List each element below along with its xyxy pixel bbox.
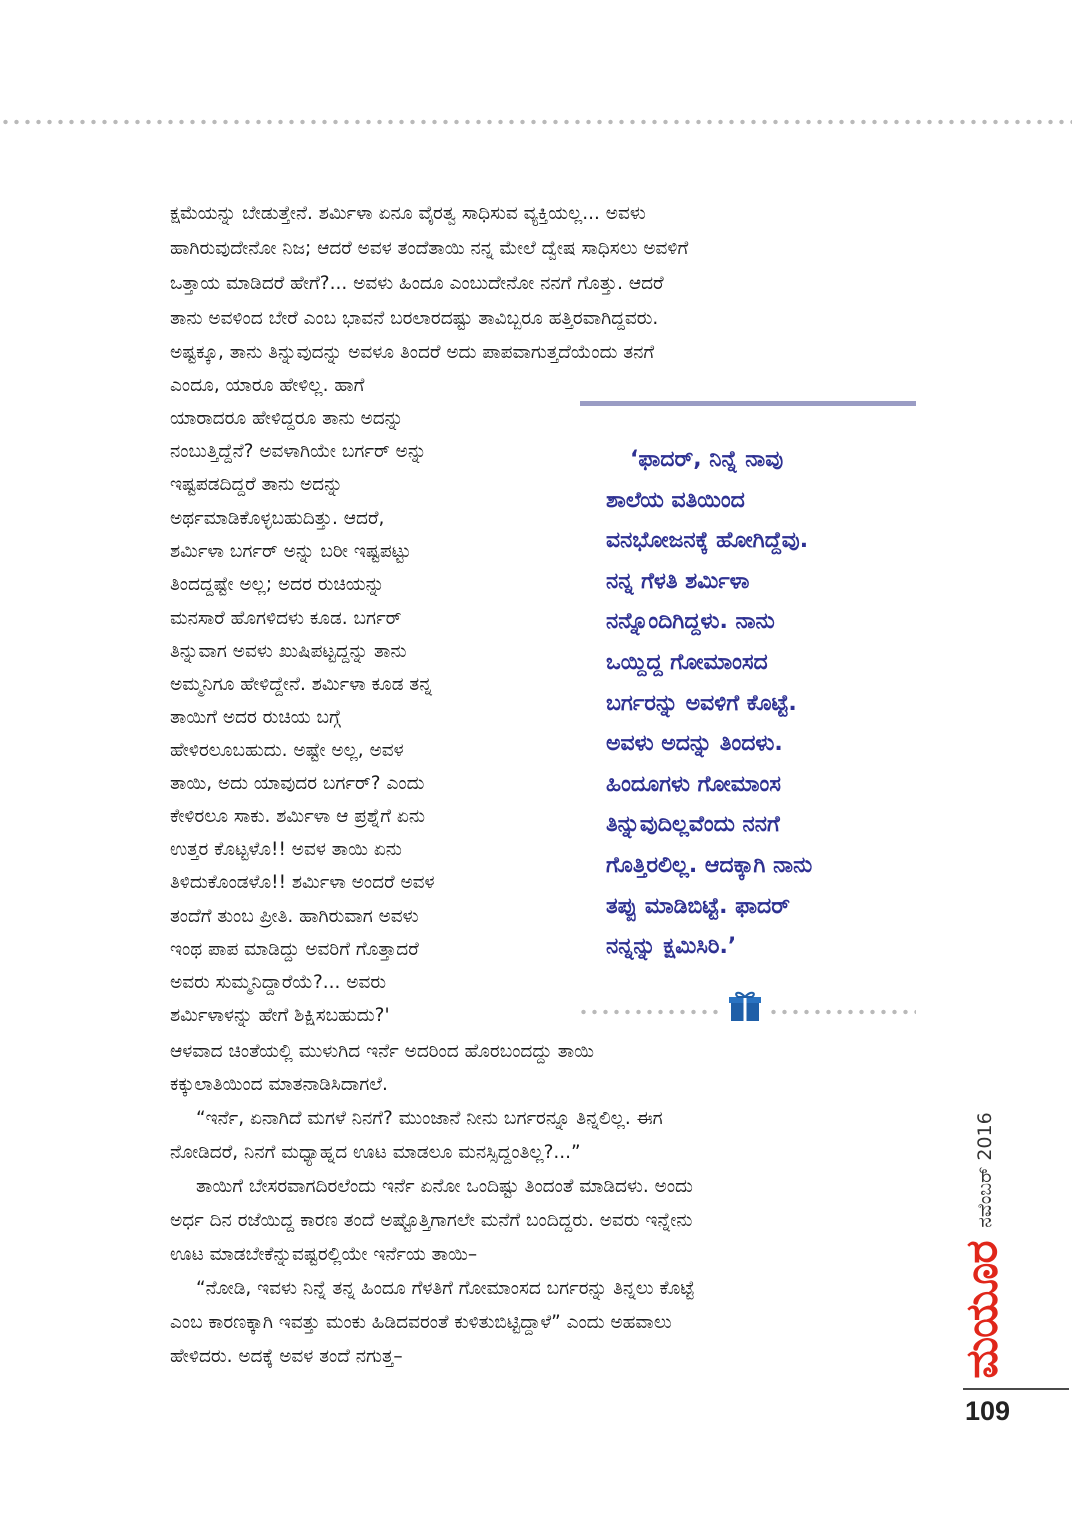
body-line: ಅರ್ಧ ದಿನ ರಜೆಯಿದ್ದ ಕಾರಣ ತಂದೆ ಅಷ್ಟೊತ್ತಿಗಾಗಲೇ ಮನೆಗೆ ಬಂದಿದ್ದರು. ಅವರು ಇನ್ನೇನು [170,1210,693,1231]
body-line: ತಂದೆಗೆ ತುಂಬ ಪ್ರೀತಿ. ಹಾಗಿರುವಾಗ ಅವಳು [170,906,419,927]
body-line: ತಿಳಿದುಕೊಂಡಳೊ!! ಶರ್ಮಿಳಾ ಅಂದರೆ ಅವಳ [170,872,435,893]
body-line: ತಿಂದದ್ದಷ್ಟೇ ಅಲ್ಲ; ಅದರ ರುಚಿಯನ್ನು [170,574,385,595]
magazine-logo: ಮಯೂರ [956,1241,1008,1379]
body-line: “ಇರ್ನೆ, ಏನಾಗಿದೆ ಮಗಳೆ ನಿನಗೆ? ಮುಂಜಾನೆ ನೀನು ಬರ್ಗರನ್ನೂ ತಿನ್ನಲಿಲ್ಲ. ಈಗ [196,1108,663,1129]
body-line: ಹಾಗಿರುವುದೇನೋ ನಿಜ; ಆದರೆ ಅವಳ ತಂದೆತಾಯಿ ನನ್ನ ಮೇಲೆ ದ್ವೇಷ ಸಾಧಿಸಲು ಅವಳಿಗೆ [170,238,689,259]
pull-quote-line: ಹಿಂದೂಗಳು ಗೋಮಾಂಸ [606,771,781,797]
pull-quote-line: ಒಯ್ದಿದ್ದ ಗೋಮಾಂಸದ [606,649,768,675]
pull-quote-line: ತಿನ್ನುವುದಿಲ್ಲವೆಂದು ನನಗೆ [606,812,780,838]
body-line: ತಾಯಿ, ಅದು ಯಾವುದರ ಬರ್ಗರ್? ಎಂದು [170,773,425,794]
issue-date: ನವೆಂಬರ್ 2016 [974,1112,996,1228]
pull-quote-line: ನನ್ನೊಂದಿಗಿದ್ದಳು. ನಾನು [606,609,775,635]
body-line: ಒತ್ತಾಯ ಮಾಡಿದರೆ ಹೇಗೆ?... ಅವಳು ಹಿಂದೂ ಎಂಬುದೇನೋ ನನಗೆ ಗೊತ್ತು. ಆದರೆ [170,273,664,294]
pull-quote-line: ನನ್ನ ಗೆಳತಿ ಶರ್ಮಿಳಾ [606,568,750,594]
top-dotted-divider [0,118,1072,126]
pull-quote-line: ಬರ್ಗರನ್ನು ಅವಳಿಗೆ ಕೊಟ್ಟೆ. [606,690,797,716]
body-line: ತಾಯಿಗೆ ಅದರ ರುಚಿಯ ಬಗ್ಗೆ [170,707,341,728]
body-line: ಊಟ ಮಾಡಬೇಕೆನ್ನುವಷ್ಟರಲ್ಲಿಯೇ ಇರ್ನೆಯ ತಾಯಿ– [170,1244,478,1265]
page-number: 109 [965,1396,1011,1426]
pull-quote-line: ವನಭೋಜನಕ್ಕೆ ಹೋಗಿದ್ದೆವು. [606,528,809,554]
body-line: ತಾಯಿಗೆ ಬೇಸರವಾಗದಿರಲೆಂದು ಇರ್ನೆ ಏನೋ ಒಂದಿಷ್ಟು ತಿಂದಂತೆ ಮಾಡಿದಳು. ಅಂದು [196,1176,693,1197]
body-line: ಮನಸಾರೆ ಹೊಗಳಿದಳು ಕೂಡ. ಬರ್ಗರ್ [170,608,402,629]
body-line: ಹೇಳಿರಲೂಬಹುದು. ಅಷ್ಟೇ ಅಲ್ಲ, ಅವಳ [170,740,404,761]
body-line: ತಿನ್ನುವಾಗ ಅವಳು ಖುಷಿಪಟ್ಟದ್ದನ್ನು ತಾನು [170,641,407,662]
body-line: ಇಷ್ಟಪಡದಿದ್ದರೆ ತಾನು ಅದನ್ನು [170,474,343,495]
body-line: ಅರ್ಥಮಾಡಿಕೊಳ್ಳಬಹುದಿತ್ತು. ಆದರೆ, [170,508,385,529]
body-line: ಎಂಬ ಕಾರಣಕ್ಕಾಗಿ ಇವತ್ತು ಮಂಕು ಹಿಡಿದವರಂತೆ ಕುಳಿತುಬಿಟ್ಟಿದ್ದಾಳೆ” ಎಂದು ಅಹವಾಲು [170,1312,672,1333]
body-line: ಕೇಳಿರಲೂ ಸಾಕು. ಶರ್ಮಿಳಾ ಆ ಪ್ರಶ್ನೆಗೆ ಏನು [170,806,425,827]
body-line: ಉತ್ತರ ಕೊಟ್ಟಳೊ!! ಅವಳ ತಾಯಿ ಏನು [170,839,402,860]
body-line: ಅಮ್ಮನಿಗೂ ಹೇಳಿದ್ದೇನೆ. ಶರ್ಮಿಳಾ ಕೂಡ ತನ್ನ [170,674,432,695]
body-line: ಶರ್ಮಿಳಾಳನ್ನು ಹೇಗೆ ಶಿಕ್ಷಿಸಬಹುದು?' [170,1005,390,1026]
pull-quote [606,440,926,968]
body-line: ಎಂದೂ, ಯಾರೂ ಹೇಳಿಲ್ಲ. ಹಾಗೆ [170,375,365,396]
body-line: ಆಳವಾದ ಚಿಂತೆಯಲ್ಲಿ ಮುಳುಗಿದ ಇರ್ನೆ ಅದರಿಂದ ಹೊರಬಂದದ್ದು ತಾಯಿ [170,1041,594,1062]
pull-quote-line: ಶಾಲೆಯ ವತಿಯಿಂದ [606,487,745,513]
body-line: ಕ್ಷಮೆಯನ್ನು ಬೇಡುತ್ತೇನೆ. ಶರ್ಮಿಳಾ ಏನೂ ವೈರತ್ವ ಸಾಧಿಸುವ ವ್ಯಕ್ತಿಯಲ್ಲ... ಅವಳು [170,203,646,224]
pull-quote-line: ನನ್ನನ್ನು ಕ್ಷಮಿಸಿರಿ.’ [606,934,737,960]
gift-box-icon [728,990,762,1022]
body-line: ನೋಡಿದರೆ, ನಿನಗೆ ಮಧ್ಯಾಹ್ನದ ಊಟ ಮಾಡಲೂ ಮನಸ್ಸಿದ್ದಂತಿಲ್ಲ?...” [170,1142,581,1163]
body-line: ಹೇಳಿದರು. ಅದಕ್ಕೆ ಅವಳ ತಂದೆ ನಗುತ್ತ– [170,1346,403,1367]
body-line: ಶರ್ಮಿಳಾ ಬರ್ಗರ್ ಅನ್ನು ಬರೀ ಇಷ್ಟಪಟ್ಟು [170,541,411,562]
callout-dotted-divider-left [578,1008,724,1016]
pull-quote-line: ‘ಫಾದರ್, ನಿನ್ನೆ ನಾವು [630,447,784,472]
callout-dotted-divider-right [768,1008,916,1016]
page-number-rule [963,1388,1069,1390]
pull-quote-line: ತಪ್ಪು ಮಾಡಿಬಿಟ್ಟೆ. ಫಾದರ್ [606,893,790,919]
body-line: ಇಂಥ ಪಾಪ ಮಾಡಿದ್ದು ಅವರಿಗೆ ಗೊತ್ತಾದರೆ [170,939,419,960]
pull-quote-line: ಗೊತ್ತಿರಲಿಲ್ಲ. ಆದಕ್ಕಾಗಿ ನಾನು [606,852,813,878]
body-line: ನಂಬುತ್ತಿದ್ದೆನೆ? ಅವಳಾಗಿಯೇ ಬರ್ಗರ್ ಅನ್ನು [170,441,427,462]
pull-quote-line: ಅವಳು ಅದನ್ನು ತಿಂದಳು. [606,731,783,757]
body-line: ಅವರು ಸುಮ್ಮನಿದ್ದಾರೆಯೆ?... ಅವರು [170,972,387,993]
body-line: “ನೋಡಿ, ಇವಳು ನಿನ್ನೆ ತನ್ನ ಹಿಂದೂ ಗೆಳತಿಗೆ ಗೋಮಾಂಸದ ಬರ್ಗರನ್ನು ತಿನ್ನಲು ಕೊಟ್ಟೆ [196,1278,695,1299]
callout-top-rule [580,401,916,406]
body-line: ಅಷ್ಟಕ್ಕೂ, ತಾನು ತಿನ್ನುವುದನ್ನು ಅವಳೂ ತಿಂದರೆ ಅದು ಪಾಪವಾಗುತ್ತದೆಯೆಂದು ತನಗೆ [170,342,655,363]
body-line: ಕಕ್ಕುಲಾತಿಯಿಂದ ಮಾತನಾಡಿಸಿದಾಗಲೆ. [170,1074,388,1095]
body-line: ತಾನು ಅವಳಿಂದ ಬೇರೆ ಎಂಬ ಭಾವನೆ ಬರಲಾರದಷ್ಟು ತಾವಿಬ್ಬರೂ ಹತ್ತಿರವಾಗಿದ್ದವರು. [170,308,659,329]
body-line: ಯಾರಾದರೂ ಹೇಳಿದ್ದರೂ ತಾನು ಅದನ್ನು [170,408,404,429]
